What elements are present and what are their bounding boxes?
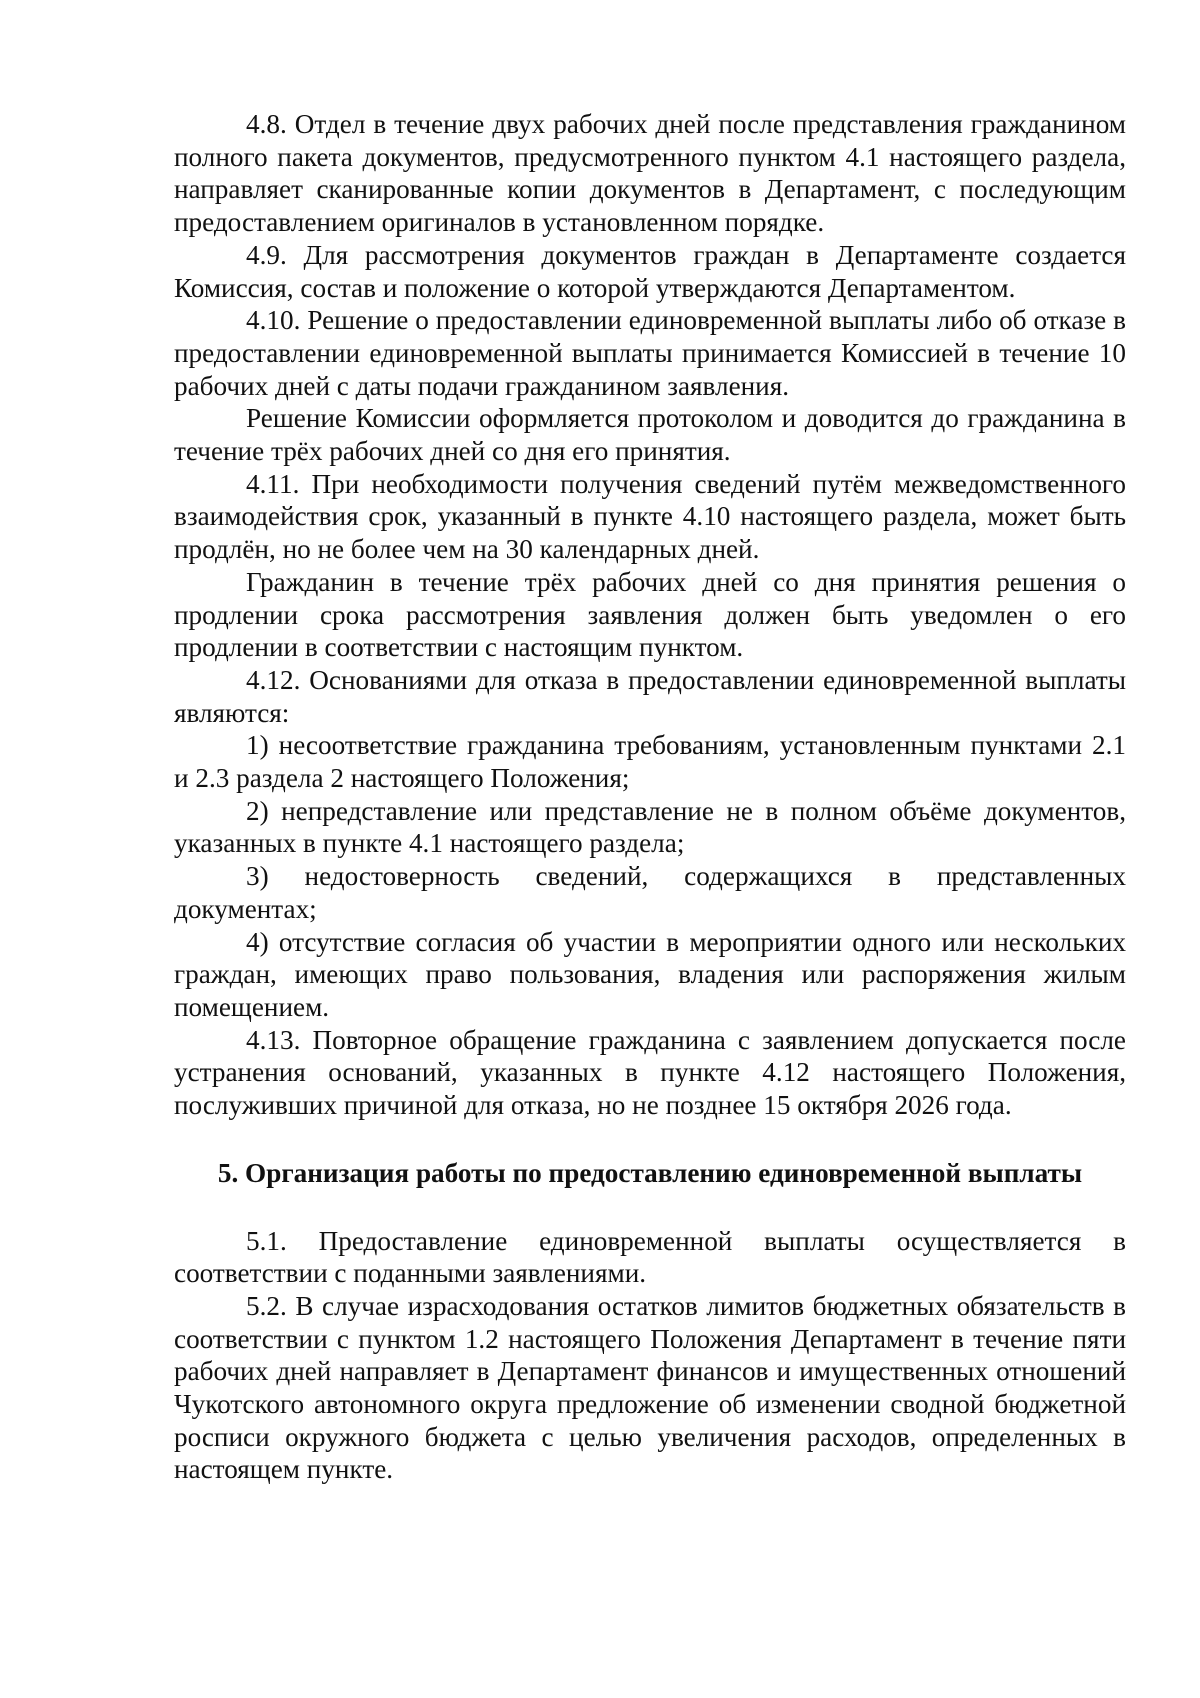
paragraph-number: 5.2. [246,1290,287,1321]
list-item-2 [174,795,1126,860]
paragraph-5-1 [174,1225,1126,1290]
paragraph-text: Предоставление единовременной выплаты осуществляется в соответствии с поданными заявлениями. [174,1225,1126,1289]
paragraph-4-12 [174,664,1126,729]
list-item-text: непредставление или представление не в полном объёме документов, указанных в пункте 4.1 настоящего раздела; [174,795,1126,859]
list-item-text: отсутствие согласия об участии в мероприятии одного или нескольких граждан, имеющих право пользования, владения или распоряжения жилым помещением. [174,926,1126,1022]
section-heading: 5. Организация работы по предоставлению единовременной выплаты [217,1157,1083,1188]
paragraph-text: При необходимости получения сведений путём межведомственного взаимодействия срок, указанный в пункте 4.10 настоящего раздела, может быть продлён, но не более чем на 30 календарных дней. [174,468,1127,565]
paragraph-4-10-commission-decision [174,402,1126,467]
paragraph-number: 4.9. [246,239,287,270]
paragraph-4-11 [174,468,1126,566]
paragraph-number: 4.12. [246,664,301,695]
list-item-3 [174,860,1126,925]
list-item-1 [174,729,1126,794]
paragraph-4-13 [174,1024,1126,1122]
paragraph-number: 4.11. [246,468,300,499]
list-item-text: недостоверность сведений, содержащихся в представленных документах; [174,861,1126,924]
paragraph-4-8 [174,108,1126,239]
paragraph-4-11-notification [174,566,1126,664]
paragraph-text: В случае израсходования остатков лимитов бюджетных обязательств в соответствии с пунктом 1.2 настоящего Положения Департамент в течение пяти рабочих дней направляет в Департамент финансов и имущественных отношений Чукотского автономного округа предложение об изменении сводной бюджетной росписи окружного бюджета с целью увеличения расходов, определенных в настоящем пункте. [174,1290,1126,1485]
paragraph-text: Для рассмотрения документов граждан в Департаменте создается Комиссия, состав и положение о которой утверждаются Департаментом. [174,239,1126,303]
paragraph-text: Решение Комиссии оформляется протоколом и доводится до гражданина в течение трёх рабочих дней со дня его принятия. [174,403,1126,467]
paragraph-text: Решение о предоставлении единовременной выплаты либо об отказе в предоставлении единовременной выплаты принимается Комиссией в течение 10 рабочих дней с даты подачи гражданином заявления. [174,305,1126,401]
paragraph-number: 4.10. [246,305,301,336]
list-item-number: 3) [246,861,269,892]
list-item-4 [174,926,1126,1024]
paragraph-text: Основаниями для отказа в предоставлении единовременной выплаты являются: [174,664,1126,728]
paragraph-4-9 [174,239,1126,304]
document-page [174,108,1126,1486]
paragraph-number: 4.8. [246,109,287,139]
list-item-number: 1) [246,730,269,761]
paragraph-4-10 [174,304,1126,402]
paragraph-text: Повторное обращение гражданина с заявлением допускается после устранения оснований, указанных в пункте 4.12 настоящего Положения, послуживших причиной для отказа, но не позднее 15 октября 2026 года. [174,1024,1126,1121]
list-item-text: несоответствие гражданина требованиям, установленным пунктами 2.1 и 2.3 раздела 2 настоящего Положения; [174,730,1126,794]
list-item-number: 4) [246,926,269,957]
paragraph-text: Гражданин в течение трёх рабочих дней со дня принятия решения о продлении срока рассмотрения заявления должен быть уведомлен о его продлении в соответствии с настоящим пунктом. [174,566,1126,663]
paragraph-5-2 [174,1290,1126,1486]
paragraph-number: 5.1. [246,1225,287,1256]
paragraph-number: 4.13. [246,1024,301,1055]
list-item-number: 2) [246,795,269,826]
paragraph-text: Отдел в течение двух рабочих дней после представления гражданином полного пакета документов, предусмотренного пунктом 4.1 настоящего раздела, направляет сканированные копии документов в Департамент, с последующим предоставлением оригиналов в установленном порядке. [174,109,1127,238]
